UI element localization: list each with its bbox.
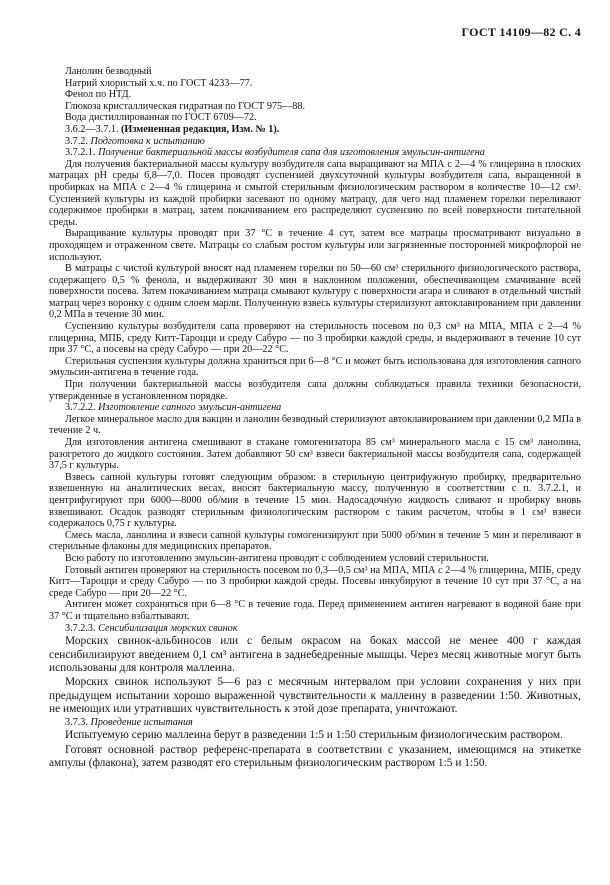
paragraph: Морских свинок используют 5—6 раз с месячным интервалом при условии сохранения у них при предыдущем испытании хорошо выраженной чувствительности к маллеину в разведении 1:50. Животных, не имеющих или утративших чувствительность к этой дозе препарата, уничтожают.: [49, 676, 581, 716]
section-3-7-2-3-heading: 3.7.2.3. Сенсибилизация морских свинок: [65, 622, 238, 634]
reagent-list: [49, 66, 581, 124]
paragraph: Готовый антиген проверяют на стерильность посевом по 0,3—0,5 см³ на МПА, МПА с 2—4 % глицерина, МПБ, среду Китт—Тароцци и среду Сабуро — по 3 пробирки каждой среды. Посевы инкубируют в течение 10 сут при 37 °С, а на среде Сабуро — при 20—22 °С.: [49, 564, 581, 599]
reagent-item: Ланолин безводный: [65, 66, 152, 77]
paragraph: Смесь масла, ланолина и взвеси сапной культуры гомогенизируют при 5000 об/мин в течение 5 мин и переливают в стерильные флаконы для медицинских препаратов.: [49, 529, 581, 553]
section-3-7-2-heading: 3.7.2. Подготовка к испытанию: [65, 135, 205, 147]
page-header: ГОСТ 14109—82 С. 4: [461, 25, 581, 39]
section-3-7-2-2-heading: 3.7.2.2. Изготовление сапного эмульсин-антигена: [65, 402, 282, 414]
paragraph: Стерильная суспензия культуры должна храниться при 6—8 °С и может быть использована для изготовления сапного эмульсин-антигена в течение года.: [49, 355, 581, 379]
paragraph: Антиген может сохраняться при 6—8 °С в течение года. Перед применением антиген нагревают в водяной бане при 37 °С и тщательно взбалтывают.: [49, 599, 581, 622]
section-3-7-3-heading: 3.7.3. Проведение испытания: [65, 716, 193, 728]
paragraph: Всю работу по изготовлению эмульсин-антигена проводят с соблюдением условий стерильности.: [65, 552, 489, 564]
paragraph: Выращивание культуры проводят при 37 °С в течение 4 сут, затем все матрацы просматривают визуально в проходящем и отраженном свете. Матрацы со слабым ростом культуры или загрязненные посторонней микрофлорой не используют.: [49, 228, 581, 263]
reagent-item: Вода дистиллированная по ГОСТ 6709—72.: [65, 112, 257, 124]
paragraph: В матрацы с чистой культурой вносят над пламенем горелки по 50—60 см³ стерильного физиологического раствора, содержащего 0,5 % фенола, и выдерживают 30 мин в наклонном положении, обеспечивающем смачивание всей поверхности посева. Затем покачиванием матраца смывают культуру с поверхности агара и сливают в отдельный чистый матрац через воронку с одним слоем марли. Полученную взвесь культуры стерилизуют автоклавированием при давлении 0,2 МПа в течение 30 мин.: [49, 263, 581, 321]
paragraph: Испытуемую серию маллеина берут в разведении 1:5 и 1:50 стерильным физиологическим раствором.: [65, 729, 563, 742]
paragraph: Для получения бактериальной массы культуру возбудителя сапа выращивают на МПА с 2—4 % глицерина в плоских матрацах рН среды 6,8—7,0. Посев проводят суспензией двухсуточной культуры возбудителя сапа, выращенной в пробирках на МПА с 2—4 % глицерина и смытой стерильным физиологическим раствором в количестве 10—12 см³. Суспензией культуры из каждой пробирки засевают по одному матрацу, для чего над пламенем горелки переливают содержимое пробирки в матрац, затем покачиванием его распределяют суспензию по всей поверхности питательной среды.: [49, 158, 581, 228]
paragraph: Готовят основной раствор референс-препарата в соответствии с указанием, имеющимся на этикетке ампулы (флакона), затем разводят его стерильным физиологическим раствором 1:5 и 1:50.: [49, 743, 581, 769]
paragraph: Для изготовления антигена смешивают в стакане гомогенизатора 85 см³ минерального масла с 15 см³ ланолина, разогретого до жидкого состояния. Затем добавляют 50 см³ взвеси бактериальной массы возбудителя сапа, содержащей 37,5 г культуры.: [49, 437, 581, 472]
paragraph: Легкое минеральное масло для вакцин и ланолин безводный стерилизуют автоклавированием при давлении 0,2 МПа в течение 2 ч.: [49, 413, 581, 437]
paragraph: Морских свинок-альбиносов или с белым окрасом на боках массой не менее 400 г каждая сенсибилизируют введением 0,1 см³ антигена в заднебедренные мышцы. Через месяц животные могут быть использованы для контроля маллеина.: [49, 635, 581, 674]
paragraph: При получении бактериальной массы возбудителя сапа должны соблюдаться правила техники безопасности, утвержденные в установленном порядке.: [49, 379, 581, 402]
reagent-item: Фенол по НТД.: [65, 89, 132, 101]
paragraph: Взвесь сапной культуры готовят следующим образом: в стерильную центрифужную пробирку, предварительно взвешенную на аналитических весах, вносят бактериальную массу, полученную в соответствии с п. 3.7.2.1, и центрифугируют при 6000—8000 об/мин в течение 15 мин. Надосадочную жидкость сливают и пробирку вновь взвешивают. Осадок разводят стерильным физиологическим раствором с таким расчетом, чтобы в 1 см³ взвеси содержалось 0,75 г культуры.: [49, 471, 581, 530]
reagent-item: Глюкоза кристаллическая гидратная по ГОСТ 975—88.: [65, 100, 306, 112]
reagent-item: Натрий хлористый х.ч. по ГОСТ 4233—77.: [65, 77, 253, 89]
document-body: [49, 66, 581, 770]
paragraph: Суспензию культуры возбудителя сапа проверяют на стерильность посевом по 0,3 см³ на МПА, МПА с 2—4 % глицерина, МПБ, среду Китт-Тароцци и среду Сабуро — по 3 пробирки каждой среды, и выдерживают в течение 10 сут при 37 °С, а посевы на среду Сабуро — при 20—22 °С.: [49, 321, 581, 356]
amendment-note: 3.6.2—3.7.1. (Измененная редакция, Изм. № 1).: [65, 123, 280, 135]
section-3-7-2-1-heading: 3.7.2.1. Получение бактериальной массы возбудителя сапа для изготовления эмульсин-антигена: [65, 147, 485, 159]
